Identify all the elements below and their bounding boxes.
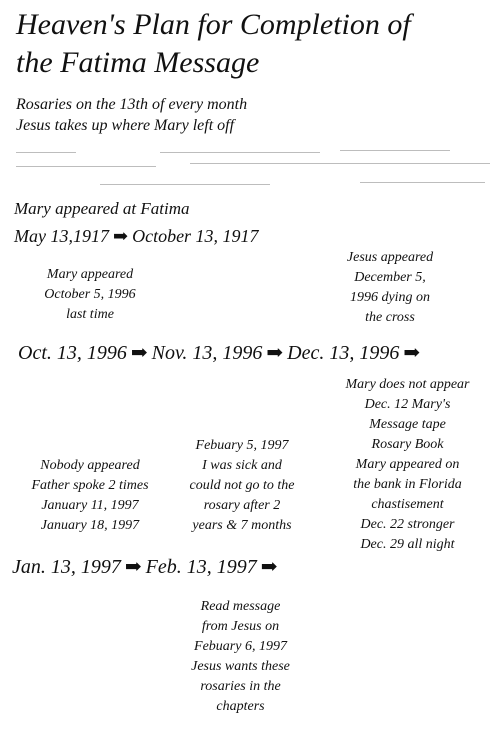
note-line: chastisement	[371, 497, 444, 512]
note-line: January 18, 1997	[40, 518, 140, 533]
note-line: last time	[66, 307, 114, 322]
note-line: January 11, 1997	[41, 498, 139, 513]
note-line: October 5, 1996	[44, 287, 136, 302]
divider	[16, 166, 156, 167]
note-dec-1996	[330, 248, 450, 328]
right-arrow-icon: ➡	[260, 556, 278, 578]
right-arrow-icon: ➡	[403, 342, 421, 364]
note-oct-1996	[20, 265, 160, 325]
note-line: Nobody appeared	[40, 458, 140, 473]
note-line: Mary appeared	[46, 267, 134, 282]
note-line: could not go to the	[189, 478, 295, 493]
note-line: rosary after 2	[203, 498, 281, 513]
fatima-start-date: May 13,1917	[14, 226, 109, 246]
note-line: the bank in Florida	[353, 477, 462, 492]
note-line: Read message	[200, 599, 281, 614]
note-line: rosaries in the	[200, 679, 281, 694]
note-line: Jesus appeared	[346, 250, 434, 265]
note-line: Mary appeared on	[355, 457, 460, 472]
date-oct-1996: Oct. 13, 1996	[18, 342, 127, 364]
note-feb-1997	[172, 436, 312, 536]
divider	[160, 152, 320, 153]
note-line: Mary does not appear	[345, 377, 470, 392]
right-arrow-icon: ➡	[124, 556, 142, 578]
note-line: Message tape	[369, 417, 446, 432]
date-dec-1996: Dec. 13, 1996	[287, 342, 400, 364]
note-line: the cross	[365, 310, 415, 325]
right-arrow-icon: ➡	[112, 226, 129, 246]
date-feb-1997: Feb. 13, 1997	[145, 556, 257, 578]
timeline-1997	[12, 554, 282, 580]
note-line: Rosary Book	[371, 437, 444, 452]
note-line: Dec. 29 all night	[360, 537, 455, 552]
title-line-1: Heaven's Plan for Completion of	[16, 8, 411, 41]
note-line: December 5,	[354, 270, 426, 285]
note-line: Febuary 6, 1997	[194, 639, 287, 654]
note-jan-1997	[10, 456, 170, 536]
subtitle	[16, 94, 496, 136]
fatima-end-date: October 13, 1917	[132, 226, 259, 246]
note-line: I was sick and	[202, 458, 282, 473]
note-after-dec-1996	[320, 375, 495, 555]
title-line-2: the Fatima Message	[16, 46, 260, 79]
note-line: 1996 dying on	[349, 290, 431, 305]
note-line: Dec. 12 Mary's	[364, 397, 451, 412]
right-arrow-icon: ➡	[130, 342, 148, 364]
page-title	[16, 6, 496, 82]
note-after-feb-1997	[168, 597, 313, 717]
divider	[190, 163, 490, 164]
right-arrow-icon: ➡	[266, 342, 284, 364]
divider	[100, 184, 270, 185]
note-line: Febuary 5, 1997	[195, 438, 289, 453]
note-line: years & 7 months	[192, 518, 292, 533]
note-line: from Jesus on	[201, 619, 280, 634]
fatima-heading: Mary appeared at Fatima	[14, 199, 190, 218]
note-line: Father spoke 2 times	[31, 478, 149, 493]
divider	[360, 182, 485, 183]
note-line: chapters	[216, 699, 265, 714]
divider	[340, 150, 450, 151]
timeline-1996	[18, 340, 424, 366]
date-nov-1996: Nov. 13, 1996	[151, 342, 263, 364]
date-jan-1997: Jan. 13, 1997	[12, 556, 121, 578]
note-line: Jesus wants these	[191, 659, 290, 674]
note-line: Dec. 22 stronger	[360, 517, 455, 532]
fatima-dates	[14, 224, 259, 248]
subtitle-line-2: Jesus takes up where Mary left off	[16, 117, 235, 134]
divider	[16, 152, 76, 153]
subtitle-line-1: Rosaries on the 13th of every month	[16, 96, 248, 113]
